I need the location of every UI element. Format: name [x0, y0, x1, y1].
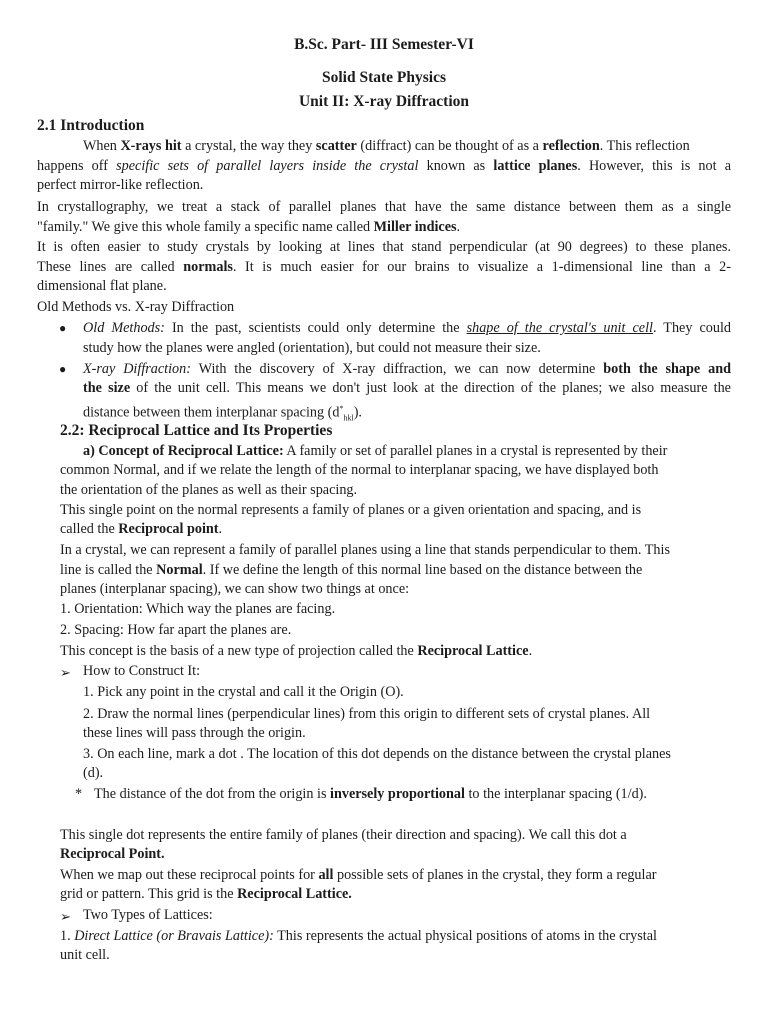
text: . However, this is not a: [577, 158, 731, 174]
text: This represents the actual physical positions of atoms in the crystal: [273, 928, 657, 944]
unit-title: Unit II: X-ray Diffraction: [298, 93, 470, 110]
text: (diffract) can be thought of as a: [356, 138, 543, 154]
superscript: *: [339, 404, 344, 413]
course-title: B.Sc. Part- III Semester-VI: [294, 36, 474, 53]
text: .: [456, 219, 461, 235]
text-italic: Old Methods:: [83, 320, 165, 336]
note-line: [94, 785, 647, 805]
numbered-item: [60, 927, 657, 947]
text: called the: [60, 521, 119, 537]
text-bold: Normal: [156, 562, 203, 578]
paragraph-line: In crystallography, we treat a stack of parallel planes that have the same distance between them as a single: [37, 199, 731, 215]
paragraph-line: [60, 520, 222, 540]
paragraph-line: [37, 258, 731, 278]
old-methods-title: Old Methods vs. X-ray Diffraction: [37, 299, 235, 315]
text: .: [218, 521, 223, 537]
paragraph-line: This single dot represents the entire family of planes (their direction and spacing). We call this dot a: [60, 827, 627, 843]
step-item: 3. On each line, mark a dot . The location of this dot depends on the distance between the crystal planes: [83, 746, 671, 762]
text-bold: reflection: [542, 138, 600, 154]
subscript: hkl: [343, 413, 354, 423]
star-icon: *: [75, 786, 83, 802]
text: of the unit cell. This means we don't just look at the direction of the planes; we also measure the: [130, 380, 731, 396]
text: . This reflection: [599, 138, 690, 154]
numbered-item: 2. Spacing: How far apart the planes are.: [60, 622, 292, 638]
numbered-item: unit cell.: [60, 947, 110, 963]
text: With the discovery of X-ray diffraction, we can now determine: [190, 361, 604, 377]
text-italic-underline: shape of the crystal's unit cell: [466, 320, 653, 336]
text: line is called the: [60, 562, 157, 578]
bullet-line: [83, 379, 731, 399]
text: When we map out these reciprocal points for: [60, 867, 319, 883]
section-heading-reciprocal: 2.2: Reciprocal Lattice and Its Properties: [60, 422, 333, 439]
section-heading-introduction: 2.1 Introduction: [37, 117, 145, 134]
paragraph-line: [60, 885, 352, 905]
text: known as: [418, 158, 494, 174]
text: ).: [353, 404, 362, 421]
text-bold: lattice planes: [493, 158, 578, 174]
bullet-line: [83, 360, 731, 380]
paragraph-line: planes (interplanar spacing), we can show two things at once:: [60, 581, 410, 597]
text: This concept is the basis of a new type of projection called the: [60, 643, 418, 659]
numbered-item: 1. Orientation: Which way the planes are facing.: [60, 601, 336, 617]
bullet-icon: ●: [59, 362, 67, 376]
paragraph-line: dimensional flat plane.: [37, 278, 167, 294]
paragraph-line: common Normal, and if we relate the length of the normal to interplanar spacing, we have displayed both: [60, 462, 659, 478]
text: . If we define the length of this normal line based on the distance between the: [202, 562, 643, 578]
text-bold: Miller indices: [373, 219, 457, 235]
text: to the interplanar spacing (1/d).: [464, 786, 647, 802]
step-item: these lines will pass through the origin.: [83, 725, 306, 741]
bullet-icon: ●: [59, 321, 67, 335]
text: When: [83, 138, 121, 154]
paragraph-line: perfect mirror-like reflection.: [37, 177, 204, 193]
bullet-line: study how the planes were angled (orientation), but could not measure their size.: [83, 340, 541, 356]
text-bold: scatter: [315, 138, 357, 154]
paragraph-line: Reciprocal Point.: [60, 846, 165, 862]
text: possible sets of planes in the crystal, they form a regular: [333, 867, 657, 883]
text: happens off: [37, 158, 117, 174]
construct-title: How to Construct It:: [83, 663, 201, 679]
arrow-bullet-icon: ➢: [60, 665, 71, 680]
paragraph-line: [60, 866, 657, 886]
paragraph-line: In a crystal, we can represent a family of parallel planes using a line that stands perpendicular to them. This: [60, 542, 670, 558]
text: In the past, scientists could only determine the: [164, 320, 467, 336]
step-item: 1. Pick any point in the crystal and call it the Origin (O).: [83, 684, 404, 700]
text: a crystal, the way they: [181, 138, 316, 154]
text: A family or set of parallel planes in a crystal is represented by their: [283, 443, 668, 459]
paragraph-line: [60, 561, 642, 581]
text-bold: the size: [83, 380, 131, 396]
subject-title: Solid State Physics: [321, 69, 446, 86]
types-title: Two Types of Lattices:: [83, 907, 213, 923]
text-italic: X-ray Diffraction:: [83, 361, 191, 377]
text: . It is much easier for our brains to visualize a 1-dimensional line than a 2-: [232, 259, 731, 275]
paragraph-line: [83, 137, 690, 157]
text-bold: normals: [183, 259, 233, 275]
paragraph-line: [37, 157, 731, 177]
text: 1.: [60, 928, 75, 944]
text-italic: specific sets of parallel layers inside the crystal: [116, 158, 419, 174]
text-italic: Direct Lattice (or Bravais Lattice):: [74, 928, 274, 944]
arrow-bullet-icon: ➢: [60, 909, 71, 924]
text: "family." We give this whole family a specific name called: [37, 219, 374, 235]
paragraph-line: [60, 642, 532, 662]
text-bold: both the shape and: [603, 361, 731, 377]
text: . They could: [652, 320, 732, 336]
text-bold: all: [318, 867, 334, 883]
text-bold: Reciprocal Lattice.: [237, 886, 352, 902]
text: These lines are called: [37, 259, 184, 275]
paragraph-line: [37, 218, 460, 238]
text: .: [528, 643, 533, 659]
paragraph-line: It is often easier to study crystals by looking at lines that stand perpendicular (at 90 degrees) to these planes.: [37, 239, 731, 255]
text-bold: inversely proportional: [330, 786, 465, 802]
bullet-line: [83, 319, 731, 339]
step-item: (d).: [83, 765, 104, 781]
paragraph-line: This single point on the normal represents a family of planes or a given orientation and spacing, and is: [60, 502, 642, 518]
text: grid or pattern. This grid is the: [60, 886, 238, 902]
paragraph-line: [83, 442, 667, 462]
text-bold: a) Concept of Reciprocal Lattice:: [83, 443, 284, 459]
paragraph-line: the orientation of the planes as well as their spacing.: [60, 482, 358, 498]
step-item: 2. Draw the normal lines (perpendicular lines) from this origin to different sets of crystal planes. All: [83, 706, 651, 722]
text: distance between them interplanar spacing (d: [83, 404, 340, 421]
text-bold: X-rays hit: [120, 138, 182, 154]
text-bold: Reciprocal point: [118, 521, 219, 537]
text: The distance of the dot from the origin is: [94, 786, 331, 802]
text-bold: Reciprocal Lattice: [417, 643, 529, 659]
